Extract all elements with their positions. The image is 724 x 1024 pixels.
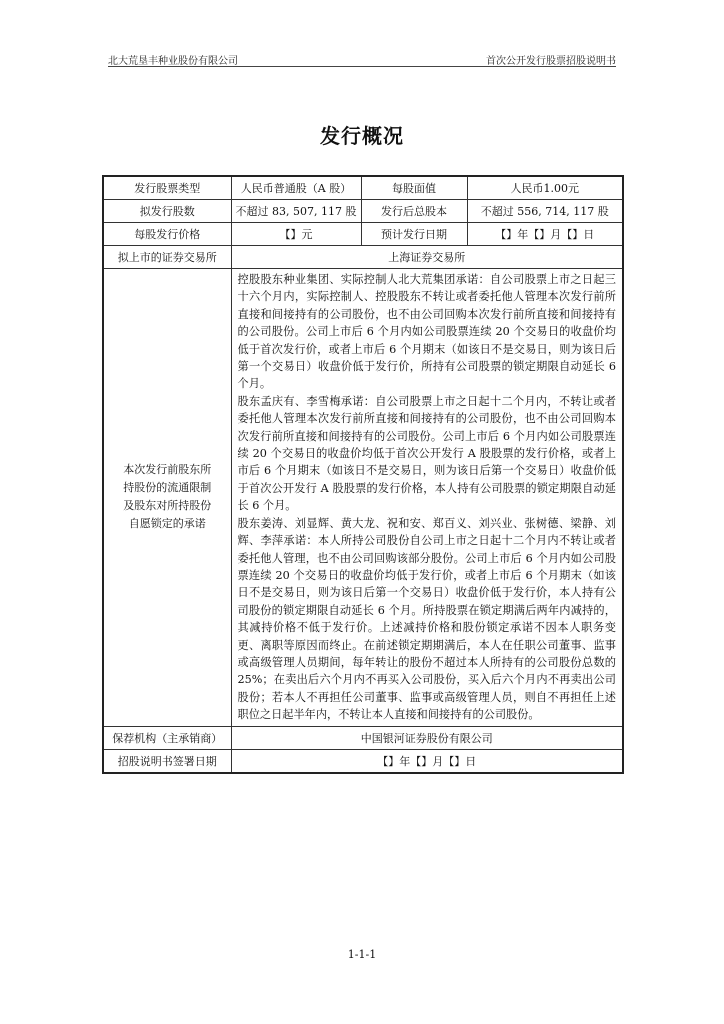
cell-promise-label: 本次发行前股东所持股份的流通限制及股东对所持股份自愿锁定的承诺 [103,269,231,727]
cell-count-label: 拟发行股数 [103,200,231,223]
cell-sign-label: 招股说明书签署日期 [103,749,231,773]
cell-exchange-value: 上海证券交易所 [231,246,623,269]
cell-total-value: 不超过 556, 714, 117 股 [467,200,623,223]
cell-par-value: 人民币1.00元 [467,176,623,200]
cell-exchange-label: 拟上市的证券交易所 [103,246,231,269]
table-row [103,246,623,269]
cell-type-label: 发行股票类型 [103,176,231,200]
cell-price-value: 【】元 [231,223,361,246]
cell-date-value: 【】年【】月【】日 [467,223,623,246]
header-doc-title: 首次公开发行股票招股说明书 [486,56,616,67]
cell-date-label: 预计发行日期 [361,223,467,246]
cell-sign-value: 【】年【】月【】日 [231,749,623,773]
header-company: 北大荒垦丰种业股份有限公司 [108,56,238,67]
table-row [103,223,623,246]
promise-paragraph-1: 控股股东种业集团、实际控制人北大荒集团承诺：自公司股票上市之日起三十六个月内，实际控制人、控股股东不转让或者委托他人管理本次发行前所直接和间接持有的公司股份，也不由公司回购本次发行前所直接和间接持有的公司股份。公司上市后 6 个月内如公司股票连续 20 个交易日的收盘价均低于首次发行价，或者上市后 6 个月期末（如该日不是交易日，则为该日后第一个交易日）收盘价低于发行价，所持有公司股票的锁定期限自动延长 6 个月。 [237,273,616,391]
cell-sponsor-value: 中国银河证券股份有限公司 [231,726,623,749]
header-divider [108,66,616,67]
table-row [103,726,623,749]
table-row [103,269,623,727]
cell-type-value: 人民币普通股（A 股） [231,176,361,200]
promise-paragraph-2: 股东孟庆有、李雪梅承诺：自公司股票上市之日起十二个月内，不转让或者委托他人管理本次发行前所直接和间接持有的公司股份，也不由公司回购本次发行前所直接和间接持有的公司股份。公司上市后 6 个月内如公司股票连续 20 个交易日的收盘价均低于首次公开发行 A 股股票的发行价格，或者上市后 6 个月期末（如该日不是交易日，则为该日后第一个交易日）收盘价低于首次公开发行 A 股股票的发行价格，本人持有公司股票的锁定期限自动延长 6 个月。 [237,394,616,513]
table-row [103,749,623,773]
issuance-overview-table [102,175,624,774]
cell-count-value: 不超过 83, 507, 117 股 [231,200,361,223]
cell-par-label: 每股面值 [361,176,467,200]
cell-promise-value [231,269,623,727]
page-title: 发行概况 [320,124,404,148]
page-number: 1-1-1 [347,948,377,961]
promise-paragraph-3: 股东姜涛、刘显辉、黄大龙、祝和安、郑百义、刘兴业、张树德、梁静、刘辉、李萍承诺：本人所持公司股份自公司上市之日起十二个月内不转让或者委托他人管理，也不由公司回购该部分股份。公司上市后 6 个月内如公司股票连续 20 个交易日的收盘价均低于发行价，或者上市后 6 个月期末（如该日不是交易日，则为该日后第一个交易日）收盘价低于发行价，本人持有公司股份的锁定期限自动延长 6 个月。所持股票在锁定期满后两年内减持的，其减持价格不低于发行价。上述减持价格和股份锁定承诺不因本人职务变更、离职等原因而终止。在前述锁定期期满后，本人在任职公司董事、监事或高级管理人员期间，每年转让的股份不超过本人所持有的公司股份总数的 25%；在卖出后六个月内不再买入公司股份，买入后六个月内不再卖出公司股份；若本人不再担任公司董事、监事或高级管理人员，则自不再担任上述职位之日起半年内，不转让本人直接和间接持有的公司股份。 [237,516,616,722]
cell-sponsor-label: 保荐机构（主承销商） [103,726,231,749]
cell-price-label: 每股发行价格 [103,223,231,246]
table-row [103,176,623,200]
cell-total-label: 发行后总股本 [361,200,467,223]
table-row [103,200,623,223]
